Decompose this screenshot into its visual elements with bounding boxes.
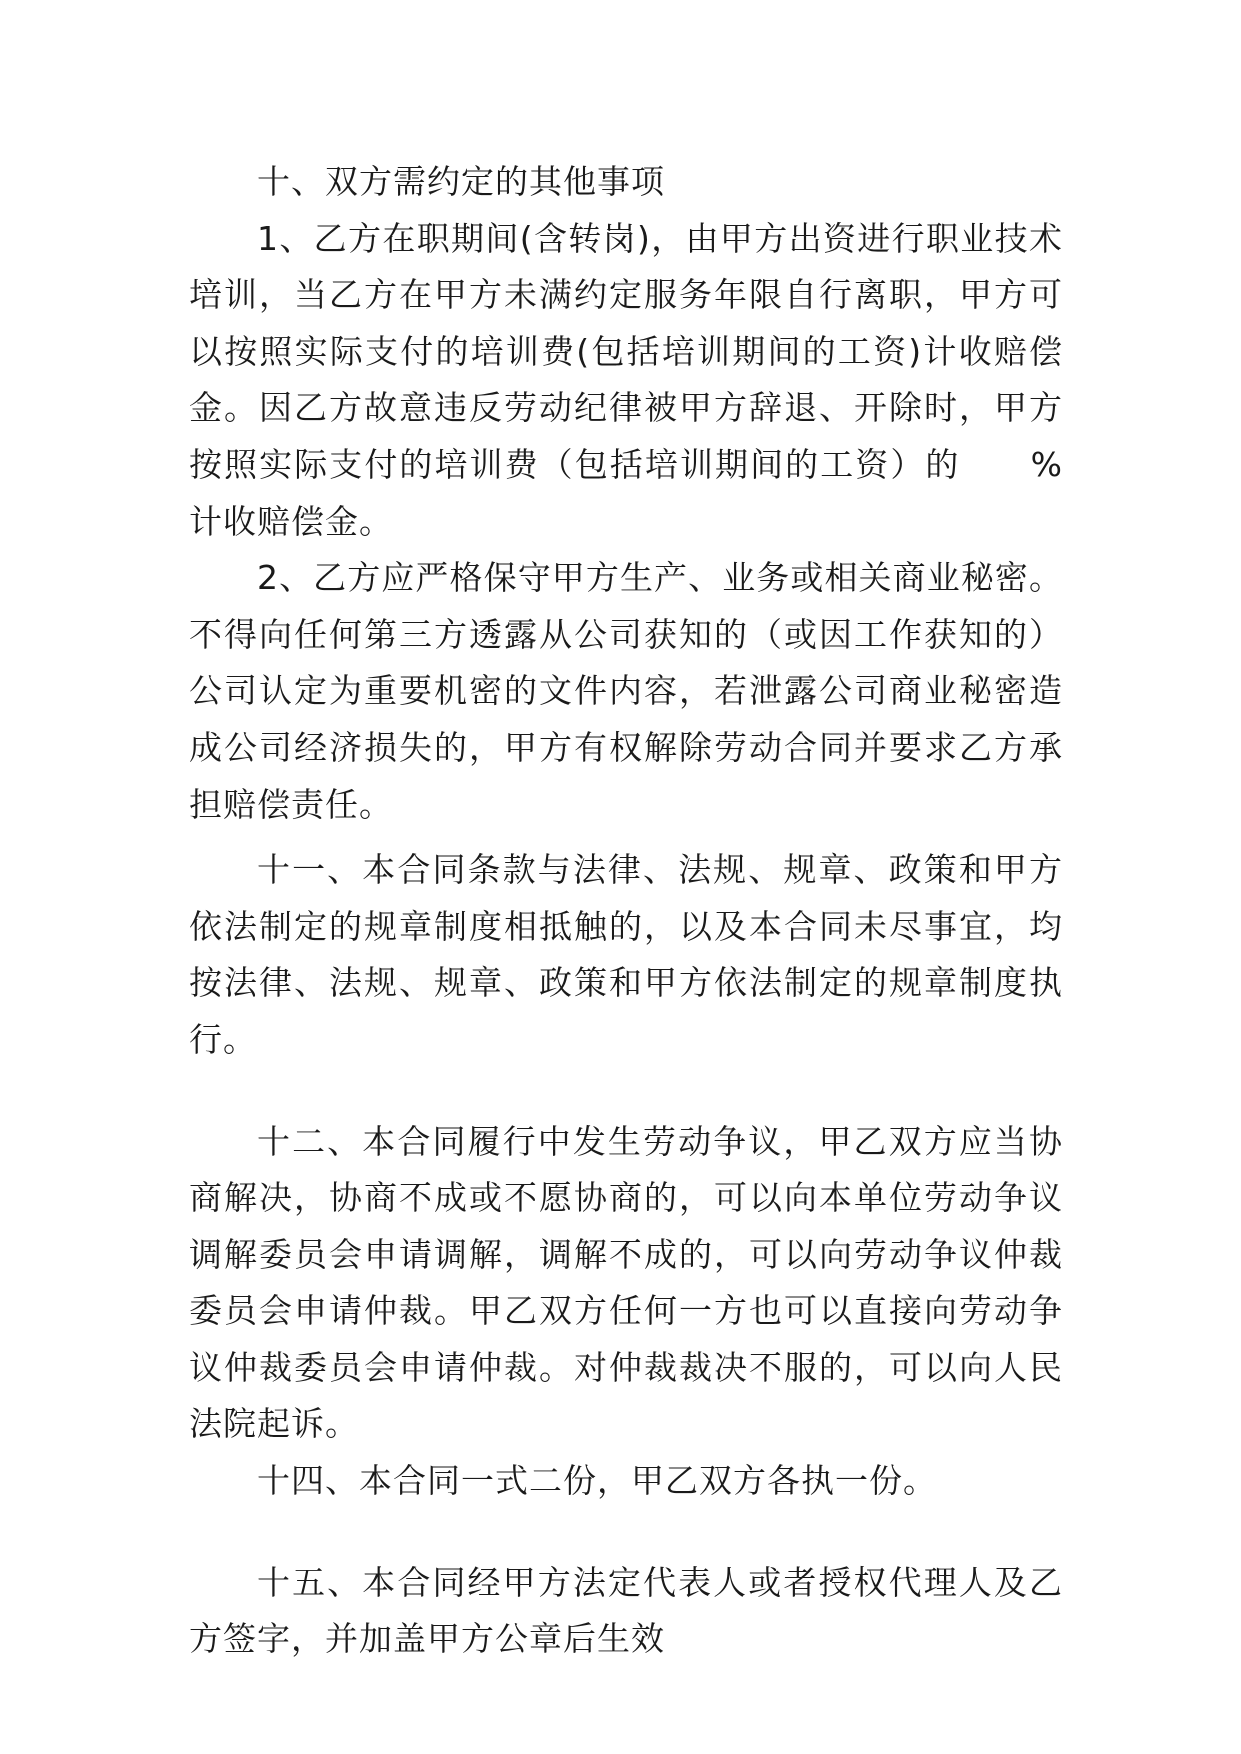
section-15-paragraph: 十五、本合同经甲方法定代表人或者授权代理人及乙方签字，并加盖甲方公章后生效: [189, 1562, 1063, 1659]
document-body: [189, 154, 1063, 1668]
section-14-paragraph: 十四、本合同一式二份，甲乙双方各执一份。: [257, 1461, 937, 1501]
section-12-paragraph: 十二、本合同履行中发生劳动争议，甲乙双方应当协商解决，协商不成或不愿协商的，可以向本单位劳动争议调解委员会申请调解，调解不成的，可以向劳动争议仲裁委员会申请仲裁。甲乙双方任何一方也可以直接向劳动争议仲裁委员会申请仲裁。对仲裁裁决不服的，可以向人民法院起诉。: [189, 1121, 1063, 1444]
section-10-item-1: 1、乙方在职期间(含转岗)，由甲方出资进行职业技术培训，当乙方在甲方未满约定服务年限自行离职，甲方可以按照实际支付的培训费(包括培训期间的工资)计收赔偿金。因乙方故意违反劳动纪律被甲方辞退、开除时，甲方按照实际支付的培训费（包括培训期间的工资）的 %计收赔偿金。: [189, 218, 1063, 541]
section-11-paragraph: 十一、本合同条款与法律、法规、规章、政策和甲方依法制定的规章制度相抵触的，以及本合同未尽事宜，均按法律、法规、规章、政策和甲方依法制定的规章制度执行。: [189, 850, 1063, 1059]
section-10-heading: 十、双方需约定的其他事项: [257, 162, 665, 201]
section-10-item-2: 2、乙方应严格保守甲方生产、业务或相关商业秘密。不得向任何第三方透露从公司获知的（或因工作获知的）公司认定为重要机密的文件内容，若泄露公司商业秘密造成公司经济损失的，甲方有权解除劳动合同并要求乙方承担赔偿责任。: [189, 558, 1063, 824]
